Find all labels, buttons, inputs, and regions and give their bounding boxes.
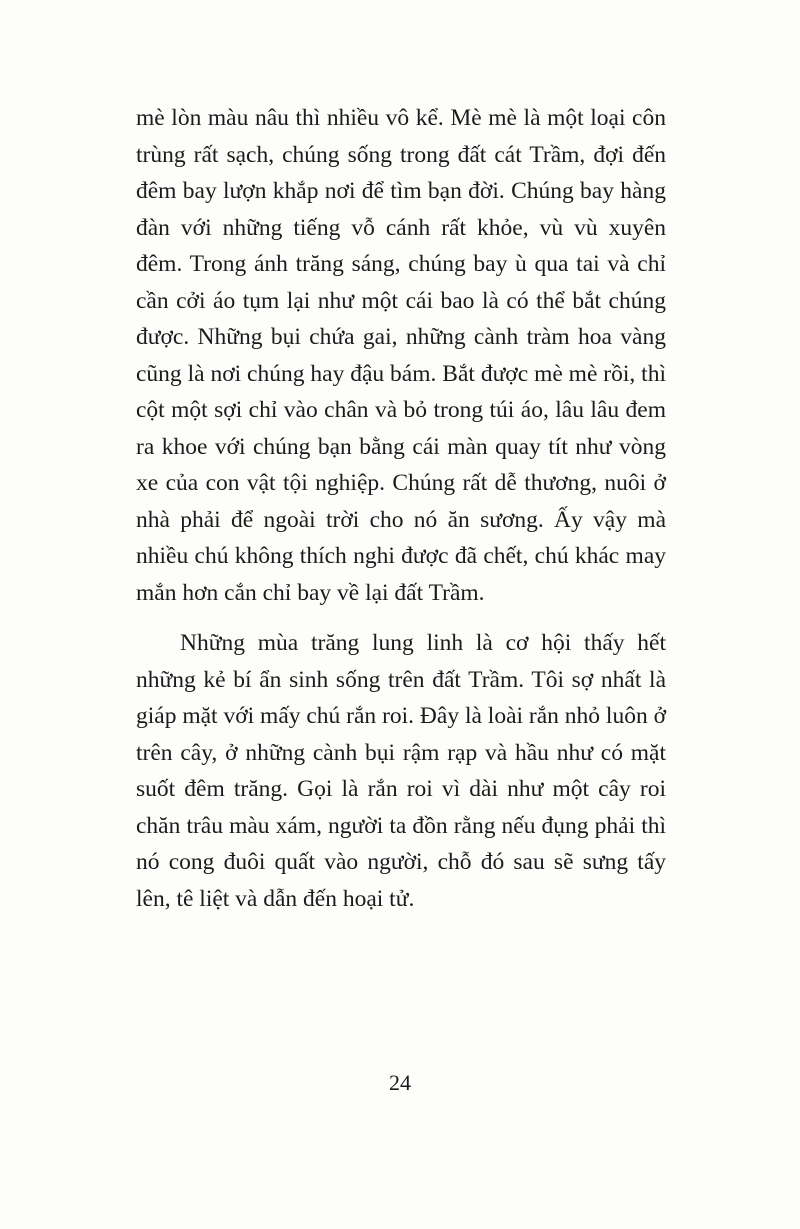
- paragraph: mè lòn màu nâu thì nhiều vô kể. Mè mè là một loại côn trùng rất sạch, chúng sống trong đất cát Trầm, đợi đến đêm bay lượn khắp nơi để tìm bạn đời. Chúng bay hàng đàn với những tiếng vỗ cánh rất khỏe, vù vù xuyên đêm. Trong ánh trăng sáng, chúng bay ù qua tai và chỉ cần cởi áo tụm lại như một cái bao là có thể bắt chúng được. Những bụi chứa gai, những cành tràm hoa vàng cũng là nơi chúng hay đậu bám. Bắt được mè mè rồi, thì cột một sợi chỉ vào chân và bỏ trong túi áo, lâu lâu đem ra khoe với chúng bạn bằng cái màn quay tít như vòng xe của con vật tội nghiệp. Chúng rất dễ thương, nuôi ở nhà phải để ngoài trời cho nó ăn sương. Ấy vậy mà nhiều chú không thích nghi được đã chết, chú khác may mắn hơn cắn chỉ bay về lại đất Trầm.: [136, 105, 666, 606]
- paragraph: Những mùa trăng lung linh là cơ hội thấy hết những kẻ bí ẩn sinh sống trên đất Trầm. Tôi sợ nhất là giáp mặt với mấy chú rắn roi. Đây là loài rắn nhỏ luôn ở trên cây, ở những cành bụi rậm rạp và hầu như có mặt suốt đêm trăng. Gọi là rắn roi vì dài như một cây roi chăn trâu màu xám, người ta đồn rằng nếu đụng phải thì nó cong đuôi quất vào người, chỗ đó sau sẽ sưng tấy lên, tê liệt và dẫn đến hoại tử.: [136, 630, 666, 912]
- page-number: 24: [389, 1070, 411, 1095]
- page-text: [136, 100, 666, 917]
